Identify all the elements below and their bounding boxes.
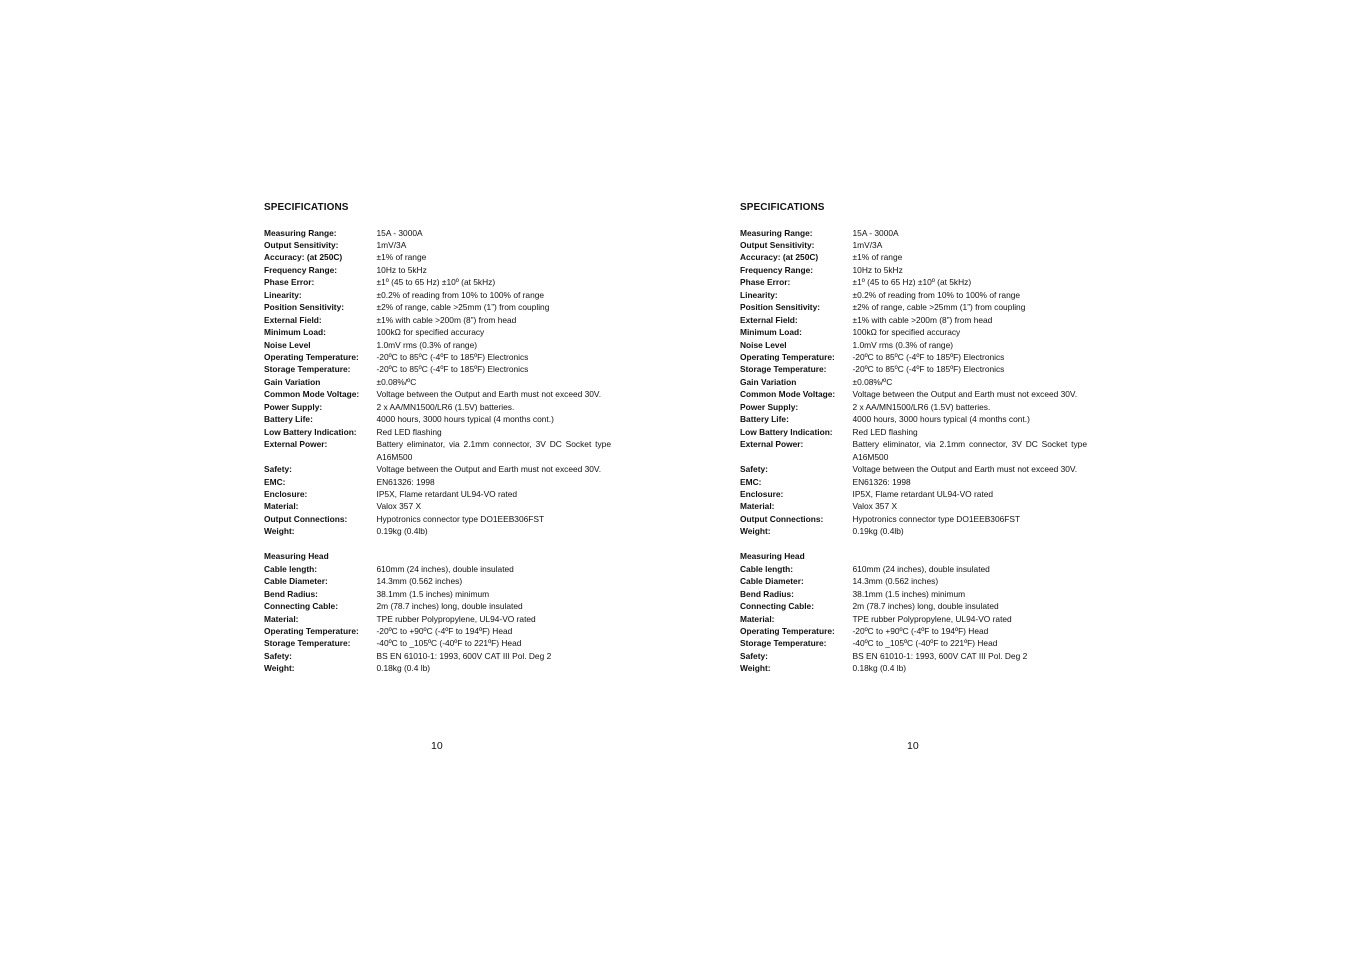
- spec-label: Power Supply:: [740, 401, 799, 412]
- spec-row: [740, 339, 1087, 351]
- spec-value: Voltage between the Output and Earth must not exceed 30V.: [376, 389, 602, 400]
- spec-value: ±2% of range, cable >25mm (1”) from coupling: [852, 302, 1026, 313]
- spec-label: Position Sensitivity:: [740, 302, 821, 313]
- spec-row: [264, 339, 611, 351]
- spec-label: Enclosure:: [740, 489, 784, 500]
- spec-value: Hypotronics connector type DO1EEB306FST: [852, 513, 1021, 524]
- spec-value: Valox 357 X: [852, 501, 898, 512]
- spec-row: [740, 662, 1087, 674]
- spec-value: ±1º (45 to 65 Hz) ±10º (at 5kHz): [376, 277, 496, 288]
- spec-label: EMC:: [264, 476, 286, 487]
- spec-row: [264, 239, 611, 251]
- spec-value: 100kΩ for specified accuracy: [376, 327, 485, 338]
- spec-value: 2 x AA/MN1500/LR6 (1.5V) batteries.: [376, 401, 515, 412]
- spec-value: ±0.08%/ºC: [376, 376, 417, 387]
- spec-value: 10Hz to 5kHz: [376, 264, 427, 275]
- spec-label: Safety:: [740, 464, 768, 475]
- spec-label: Accuracy: (at 250C): [740, 252, 819, 263]
- spec-value: IP5X, Flame retardant UL94-VO rated: [376, 489, 518, 500]
- spec-value: BS EN 61010-1: 1993, 600V CAT III Pol. Deg 2: [852, 650, 1028, 661]
- spec-value: -40ºC to _105ºC (-40ºF to 221ºF) Head: [376, 638, 522, 649]
- spec-value: Hypotronics connector type DO1EEB306FST: [376, 513, 545, 524]
- spec-value: 2m (78.7 inches) long, double insulated: [852, 601, 999, 612]
- spec-row: [264, 600, 611, 612]
- spec-row: [264, 625, 611, 637]
- spec-label: Output Sensitivity:: [740, 239, 815, 250]
- page-heading: SPECIFICATIONS: [740, 202, 825, 213]
- spec-value: 0.18kg (0.4 lb): [852, 663, 907, 674]
- spec-row: [264, 500, 611, 512]
- spec-row: [740, 376, 1087, 388]
- spec-label: Noise Level: [740, 339, 787, 350]
- spec-value: 2m (78.7 inches) long, double insulated: [376, 601, 523, 612]
- spec-value: ±1% with cable >200m (8”) from head: [376, 314, 517, 325]
- spec-row: [740, 650, 1087, 662]
- spec-value: EN61326: 1998: [852, 476, 911, 487]
- spec-row: [264, 637, 611, 649]
- spec-value: 610mm (24 inches), double insulated: [852, 563, 990, 574]
- spec-label: Minimum Load:: [740, 327, 802, 338]
- section-spacer: [264, 538, 611, 550]
- spec-row: [264, 588, 611, 600]
- spec-label: Safety:: [740, 650, 768, 661]
- spec-label: External Field:: [264, 314, 322, 325]
- spec-value: -20ºC to 85ºC (-4ºF to 185ºF) Electronics: [852, 352, 1005, 363]
- spec-value: 2 x AA/MN1500/LR6 (1.5V) batteries.: [852, 401, 991, 412]
- spec-value: 15A - 3000A: [376, 227, 423, 238]
- spec-row: [740, 563, 1087, 575]
- spec-row: [740, 264, 1087, 276]
- spec-row: [264, 426, 611, 438]
- spec-row: [740, 301, 1087, 313]
- spec-value: -40ºC to _105ºC (-40ºF to 221ºF) Head: [852, 638, 998, 649]
- spec-label: Low Battery Indication:: [264, 426, 357, 437]
- spec-row: [264, 264, 611, 276]
- spec-row: [740, 227, 1087, 239]
- spec-row: [264, 326, 611, 338]
- spec-value: ±0.2% of reading from 10% to 100% of range: [376, 289, 545, 300]
- spec-value: -20ºC to +90ºC (-4ºF to 194ºF) Head: [376, 625, 513, 636]
- spec-label: Battery Life:: [264, 414, 313, 425]
- spec-value: 100kΩ for specified accuracy: [852, 327, 961, 338]
- spec-row: [264, 525, 611, 537]
- spec-value: TPE rubber Polypropylene, UL94-VO rated: [852, 613, 1012, 624]
- spec-row: [264, 251, 611, 263]
- spec-row: [740, 388, 1087, 400]
- spec-label: Frequency Range:: [264, 264, 338, 275]
- spec-row: [740, 314, 1087, 326]
- spec-value: Red LED flashing: [852, 426, 918, 437]
- spec-value: -20ºC to +90ºC (-4ºF to 194ºF) Head: [852, 625, 989, 636]
- spec-row: [264, 513, 611, 525]
- spec-label: Connecting Cable:: [264, 601, 338, 612]
- spec-row: [264, 314, 611, 326]
- spec-row: [264, 476, 611, 488]
- spec-label: Cable length:: [740, 563, 794, 574]
- spec-value: 14.3mm (0.562 inches): [852, 576, 939, 587]
- spec-row: [264, 662, 611, 674]
- spec-value: 4000 hours, 3000 hours typical (4 months cont.): [852, 414, 1030, 425]
- spec-row: [264, 363, 611, 375]
- spec-row: [264, 575, 611, 587]
- spec-value: ±1% of range: [376, 252, 427, 263]
- spec-label: Operating Temperature:: [740, 625, 835, 636]
- spec-label: Noise Level: [264, 339, 311, 350]
- spec-value: BS EN 61010-1: 1993, 600V CAT III Pol. Deg 2: [376, 650, 552, 661]
- spec-row: [264, 289, 611, 301]
- spec-label: Operating Temperature:: [264, 625, 359, 636]
- spec-label: Safety:: [264, 650, 292, 661]
- spec-label: Output Sensitivity:: [264, 239, 339, 250]
- spec-row: [740, 413, 1087, 425]
- spec-label: Bend Radius:: [740, 588, 794, 599]
- spec-value: 0.19kg (0.4lb): [852, 526, 904, 537]
- spec-value: 1.0mV rms (0.3% of range): [852, 339, 954, 350]
- spec-label: Operating Temperature:: [740, 352, 835, 363]
- section-spacer: [740, 538, 1087, 550]
- spec-label: Material:: [740, 501, 775, 512]
- spec-row: [740, 426, 1087, 438]
- spec-label: Measuring Range:: [264, 227, 337, 238]
- spec-row: [740, 525, 1087, 537]
- spec-label: Battery Life:: [740, 414, 789, 425]
- spec-row: [264, 301, 611, 313]
- spec-label: Minimum Load:: [264, 327, 326, 338]
- spec-label: EMC:: [740, 476, 762, 487]
- spec-label: Gain Variation: [264, 376, 321, 387]
- spec-row: [264, 413, 611, 425]
- spec-row: [740, 625, 1087, 637]
- spec-label: External Field:: [740, 314, 798, 325]
- spec-value: TPE rubber Polypropylene, UL94-VO rated: [376, 613, 536, 624]
- spec-label: Accuracy: (at 250C): [264, 252, 343, 263]
- spec-label: Cable Diameter:: [264, 576, 328, 587]
- spec-table: [264, 227, 611, 675]
- spec-row: [264, 438, 611, 463]
- spec-table: [740, 227, 1087, 675]
- spec-row: [264, 613, 611, 625]
- spec-label: Operating Temperature:: [264, 352, 359, 363]
- spec-value: 15A - 3000A: [852, 227, 899, 238]
- page-number: 10: [907, 740, 919, 752]
- spec-row: [740, 588, 1087, 600]
- spec-label: Frequency Range:: [740, 264, 814, 275]
- spec-row: [740, 600, 1087, 612]
- spec-row: [264, 650, 611, 662]
- spec-row: [740, 239, 1087, 251]
- spec-label: Phase Error:: [264, 277, 315, 288]
- section-title-measuring-head: Measuring Head: [740, 551, 805, 562]
- spec-value: -20ºC to 85ºC (-4ºF to 185ºF) Electronics: [852, 364, 1005, 375]
- spec-label: External Power:: [740, 439, 804, 450]
- spec-label: Material:: [264, 613, 299, 624]
- spec-value: Red LED flashing: [376, 426, 442, 437]
- spec-value: Valox 357 X: [376, 501, 422, 512]
- spec-row: [264, 463, 611, 475]
- spec-label: Output Connections:: [740, 513, 824, 524]
- spec-value: EN61326: 1998: [376, 476, 435, 487]
- spec-label: Linearity:: [740, 289, 778, 300]
- spec-row: [264, 376, 611, 388]
- spec-row: [264, 401, 611, 413]
- spec-row: [264, 388, 611, 400]
- spec-value: -20ºC to 85ºC (-4ºF to 185ºF) Electronics: [376, 352, 529, 363]
- spec-row: [740, 513, 1087, 525]
- spec-row: [740, 476, 1087, 488]
- spec-label: Storage Temperature:: [740, 364, 827, 375]
- spec-value: ±1º (45 to 65 Hz) ±10º (at 5kHz): [852, 277, 972, 288]
- spec-label: Connecting Cable:: [740, 601, 814, 612]
- spec-label: External Power:: [264, 439, 328, 450]
- spec-label: Material:: [740, 613, 775, 624]
- spec-value: -20ºC to 85ºC (-4ºF to 185ºF) Electronics: [376, 364, 529, 375]
- spec-row: [740, 251, 1087, 263]
- spec-label: Linearity:: [264, 289, 302, 300]
- spec-row: [740, 463, 1087, 475]
- spec-row: [264, 488, 611, 500]
- section-title-measuring-head: Measuring Head: [264, 551, 329, 562]
- spec-row: [264, 351, 611, 363]
- spec-label: Weight:: [740, 526, 771, 537]
- spec-label: Position Sensitivity:: [264, 302, 345, 313]
- spec-value: Battery eliminator, via 2.1mm connector, 3V DC Socket type A16M500: [852, 439, 1087, 462]
- spec-label: Common Mode Voltage:: [740, 389, 836, 400]
- spec-value: ±1% of range: [852, 252, 903, 263]
- spec-label: Bend Radius:: [264, 588, 318, 599]
- spec-row: [740, 363, 1087, 375]
- spec-value: 610mm (24 inches), double insulated: [376, 563, 514, 574]
- spec-row: [740, 637, 1087, 649]
- spec-value: 4000 hours, 3000 hours typical (4 months cont.): [376, 414, 554, 425]
- spec-row: [264, 227, 611, 239]
- spec-label: Measuring Range:: [740, 227, 813, 238]
- spec-value: 1mV/3A: [376, 239, 407, 250]
- spec-value: IP5X, Flame retardant UL94-VO rated: [852, 489, 994, 500]
- spec-label: Phase Error:: [740, 277, 791, 288]
- spec-label: Material:: [264, 501, 299, 512]
- spec-row: [740, 401, 1087, 413]
- spec-value: Voltage between the Output and Earth must not exceed 30V.: [852, 389, 1078, 400]
- spec-label: Power Supply:: [264, 401, 323, 412]
- spec-row: [740, 575, 1087, 587]
- spec-value: ±0.2% of reading from 10% to 100% of range: [852, 289, 1021, 300]
- spec-value: 1mV/3A: [852, 239, 883, 250]
- spec-label: Cable length:: [264, 563, 318, 574]
- spec-label: Common Mode Voltage:: [264, 389, 360, 400]
- spec-value: 38.1mm (1.5 inches) minimum: [852, 588, 966, 599]
- spec-value: Battery eliminator, via 2.1mm connector, 3V DC Socket type A16M500: [376, 439, 611, 462]
- spec-label: Gain Variation: [740, 376, 797, 387]
- spec-value: 0.19kg (0.4lb): [376, 526, 428, 537]
- spec-row: [740, 276, 1087, 288]
- spec-label: Safety:: [264, 464, 292, 475]
- spec-row: [740, 613, 1087, 625]
- spec-value: 1.0mV rms (0.3% of range): [376, 339, 478, 350]
- spec-value: ±1% with cable >200m (8”) from head: [852, 314, 993, 325]
- spec-label: Cable Diameter:: [740, 576, 804, 587]
- spec-value: ±2% of range, cable >25mm (1”) from coupling: [376, 302, 550, 313]
- spec-row: [740, 351, 1087, 363]
- spec-value: 38.1mm (1.5 inches) minimum: [376, 588, 490, 599]
- spec-row: [740, 289, 1087, 301]
- spec-label: Storage Temperature:: [740, 638, 827, 649]
- spec-label: Weight:: [264, 663, 295, 674]
- spec-row: [740, 488, 1087, 500]
- spec-value: 0.18kg (0.4 lb): [376, 663, 431, 674]
- spec-label: Storage Temperature:: [264, 364, 351, 375]
- spec-row: [740, 500, 1087, 512]
- spec-row: [264, 276, 611, 288]
- spec-row: [740, 438, 1087, 463]
- spec-value: ±0.08%/ºC: [852, 376, 893, 387]
- spec-value: Voltage between the Output and Earth must not exceed 30V.: [376, 464, 602, 475]
- spec-label: Output Connections:: [264, 513, 348, 524]
- page-number: 10: [431, 740, 443, 752]
- spec-label: Enclosure:: [264, 489, 308, 500]
- spec-label: Weight:: [264, 526, 295, 537]
- page-heading: SPECIFICATIONS: [264, 202, 349, 213]
- spec-value: Voltage between the Output and Earth must not exceed 30V.: [852, 464, 1078, 475]
- spec-value: 10Hz to 5kHz: [852, 264, 903, 275]
- spec-row: [264, 563, 611, 575]
- spec-row: [740, 326, 1087, 338]
- spec-label: Low Battery Indication:: [740, 426, 833, 437]
- spec-label: Storage Temperature:: [264, 638, 351, 649]
- spec-value: 14.3mm (0.562 inches): [376, 576, 463, 587]
- spec-label: Weight:: [740, 663, 771, 674]
